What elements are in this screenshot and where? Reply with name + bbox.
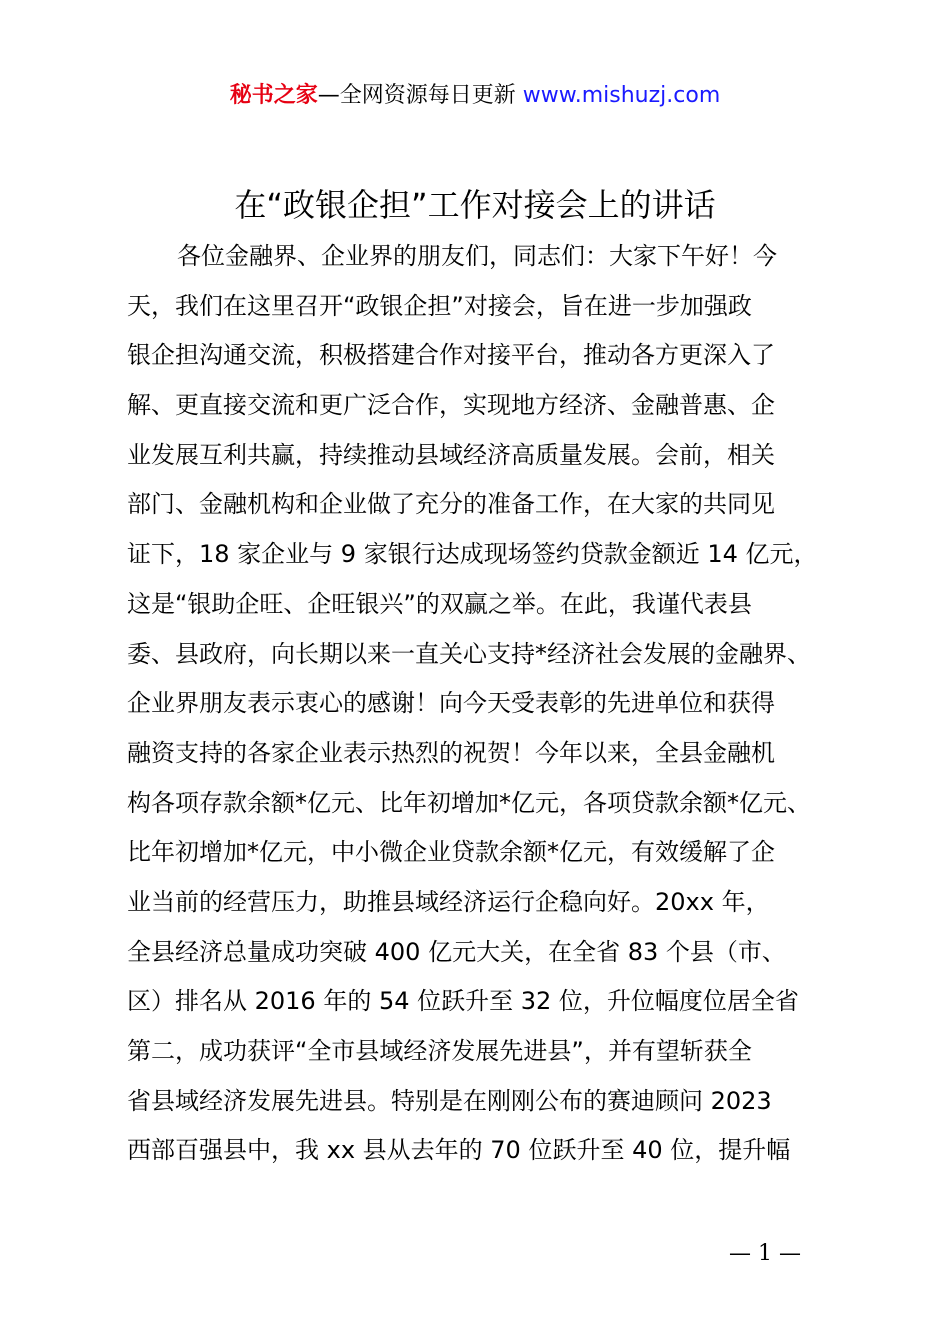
body-line: 解、更直接交流和更广泛合作，实现地方经济、金融普惠、企	[127, 391, 775, 420]
body-line: 第二，成功获评“全市县域经济发展先进县”，并有望斩获全	[127, 1037, 752, 1065]
document-body	[127, 232, 867, 1176]
body-line: 银企担沟通交流，积极搭建合作对接平台，推动各方更深入了	[127, 341, 775, 370]
document-title: 在“政银企担”工作对接会上的讲话	[234, 186, 716, 224]
body-line: 委、县政府，向长期以来一直关心支持*经济社会发展的金融界、	[127, 639, 811, 668]
body-line: 构各项存款余额*亿元、比年初增加*亿元，各项贷款余额*亿元、	[127, 788, 811, 817]
body-line: 省县域经济发展先进县。特别是在刚刚公布的赛迪顾问 2023	[127, 1086, 772, 1115]
body-line: 这是“银助企旺、企旺银兴”的双赢之举。在此，我谨代表县	[127, 589, 752, 618]
body-line: 比年初增加*亿元，中小微企业贷款余额*亿元，有效缓解了企	[127, 838, 775, 867]
body-line: 区）排名从 2016 年的 54 位跃升至 32 位，升位幅度位居全省	[127, 987, 799, 1016]
body-line: 天，我们在这里召开“政银企担”对接会，旨在进一步加强政	[127, 291, 752, 320]
body-line: 业当前的经营压力，助推县域经济运行企稳向好。20xx 年，	[127, 887, 770, 916]
body-line: 部门、金融机构和企业做了充分的准备工作，在大家的共同见	[127, 490, 775, 519]
body-line: 企业界朋友表示衷心的感谢！向今天受表彰的先进单位和获得	[127, 689, 775, 718]
body-line: 各位金融界、企业界的朋友们，同志们：大家下午好！今	[177, 242, 777, 270]
site-header	[0, 80, 950, 112]
site-tagline: —全网资源每日更新	[317, 83, 516, 108]
site-brand: 秘书之家	[229, 83, 318, 108]
body-line: 业发展互利共赢，持续推动县域经济高质量发展。会前，相关	[127, 440, 775, 469]
page-number: — 1 —	[729, 1241, 801, 1266]
body-line: 证下，18 家企业与 9 家银行达成现场签约贷款金额近 14 亿元，	[127, 540, 818, 569]
site-url-link[interactable]: www.mishuzj.com	[522, 83, 721, 108]
body-line: 融资支持的各家企业表示热烈的祝贺！今年以来，全县金融机	[127, 738, 775, 767]
body-line: 全县经济总量成功突破 400 亿元大关，在全省 83 个县（市、	[127, 937, 786, 966]
body-line: 西部百强县中，我 xx 县从去年的 70 位跃升至 40 位，提升幅	[127, 1136, 791, 1165]
